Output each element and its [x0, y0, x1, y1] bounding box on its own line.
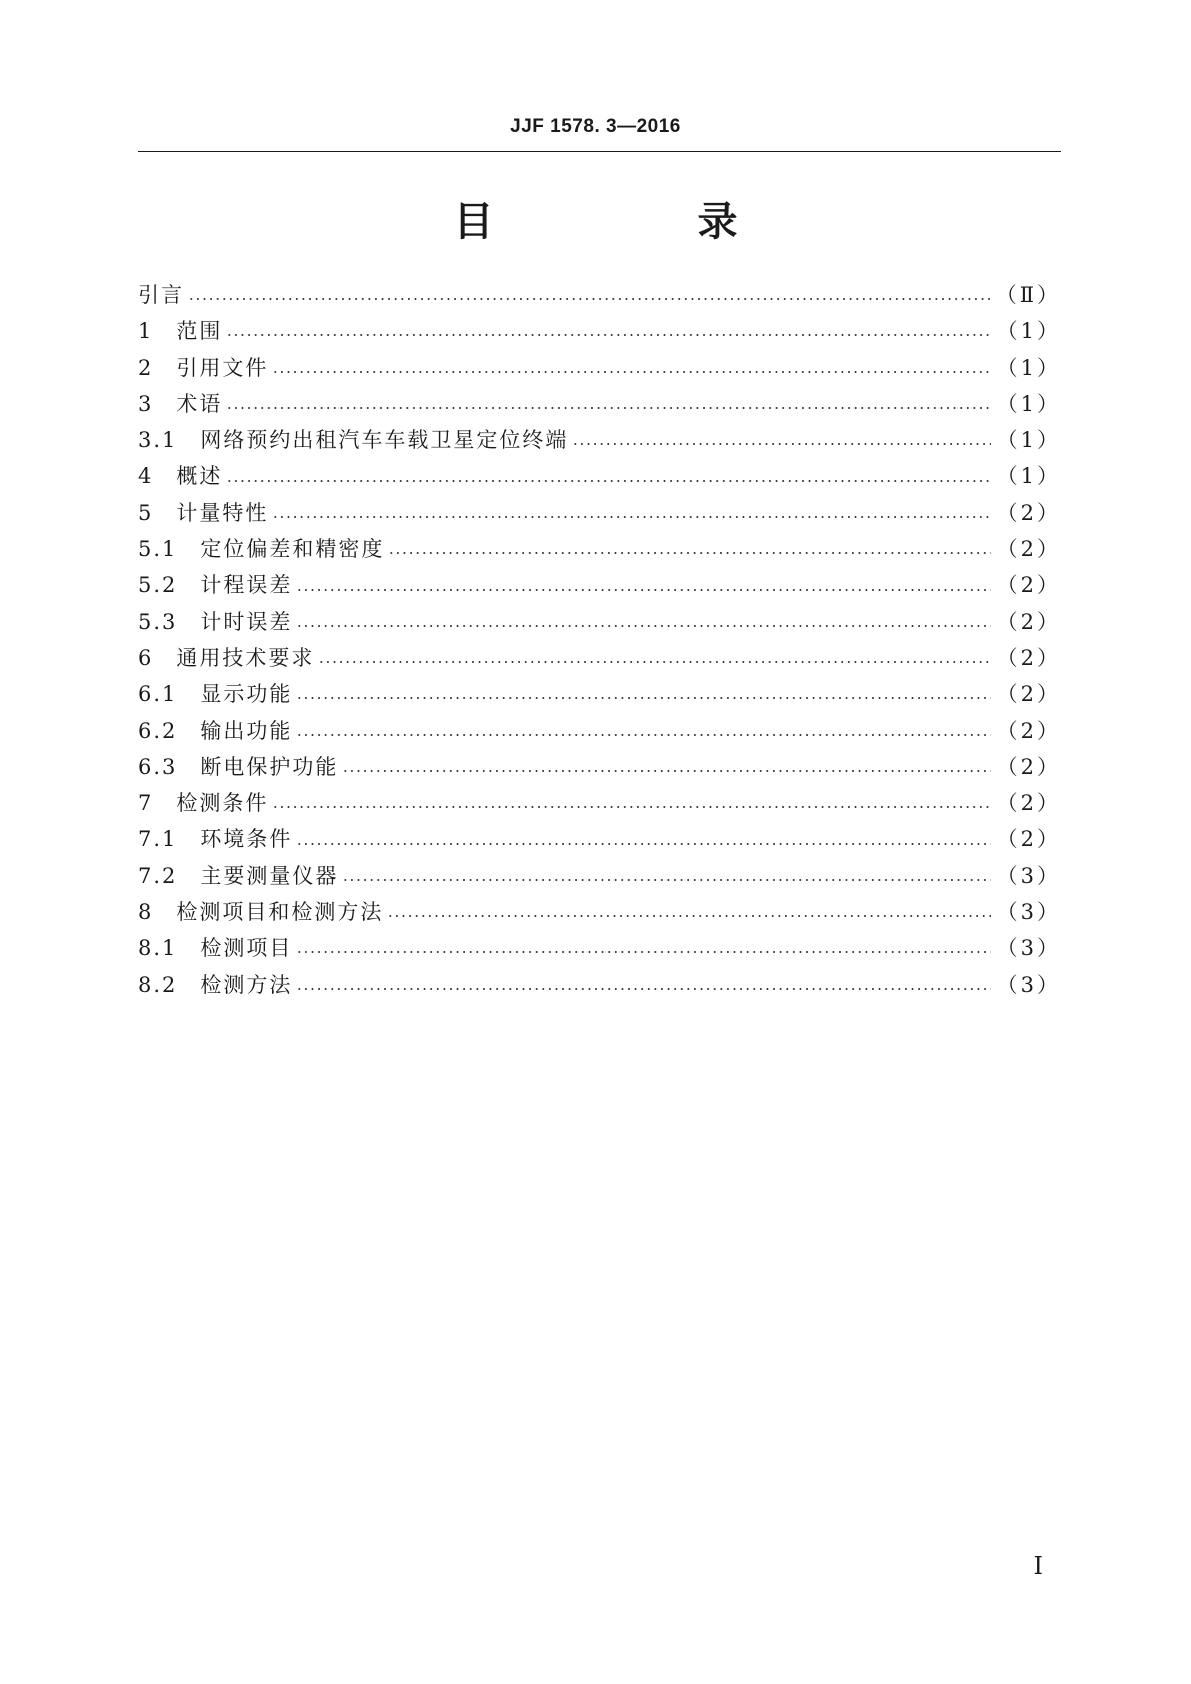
toc-label: 定位偏差和精密度: [200, 537, 385, 562]
toc-entry-5-2[interactable]: [138, 567, 1061, 603]
toc-entry-5-1[interactable]: [138, 531, 1061, 567]
header-rule: [138, 151, 1061, 152]
page-title: 目 录: [453, 199, 820, 245]
dot-leader: [226, 334, 990, 336]
dot-leader: [387, 915, 990, 917]
toc-label: 环境条件: [200, 827, 293, 852]
toc-page-number: （1）: [996, 464, 1061, 489]
dot-leader: [572, 443, 990, 445]
toc-label: 计量特性: [176, 500, 269, 525]
toc-number: 5.3: [138, 609, 201, 634]
dot-leader: [226, 480, 990, 482]
toc-page-number: （3）: [996, 863, 1061, 888]
toc-label: 引言: [138, 283, 184, 307]
toc-number: 6.2: [138, 718, 201, 743]
toc-page-number: （1）: [996, 428, 1061, 453]
toc-number: 8: [138, 900, 177, 925]
toc-number: 4: [138, 464, 177, 489]
toc-entry-7-2[interactable]: [138, 858, 1061, 894]
toc-page-number: （2）: [996, 791, 1061, 816]
toc-entry-8[interactable]: [138, 894, 1061, 930]
toc-number: 7.2: [138, 863, 201, 888]
toc-page-number: （3）: [996, 972, 1061, 997]
toc-page-number: （2）: [996, 827, 1061, 852]
toc-number: 2: [138, 355, 177, 380]
toc-entry-8-2[interactable]: [138, 967, 1061, 1003]
toc-label: 通用技术要求: [176, 645, 315, 670]
toc-label: 检测项目: [200, 936, 293, 961]
toc-page-number: （2）: [996, 754, 1061, 779]
running-header: JJF 1578. 3—2016: [510, 116, 681, 137]
toc-number: 5: [138, 500, 177, 525]
toc-entry-6-1[interactable]: [138, 676, 1061, 712]
toc-page-number: （1）: [996, 355, 1061, 380]
toc-label: 断电保护功能: [200, 754, 339, 779]
toc-number: 7.1: [138, 827, 201, 852]
toc-entry-6-3[interactable]: [138, 749, 1061, 785]
toc-page-number: （2）: [996, 573, 1061, 598]
toc-page-number: （3）: [996, 900, 1061, 925]
toc-label: 检测方法: [200, 972, 293, 997]
toc-number: 8.2: [138, 972, 201, 997]
toc-label: 计程误差: [200, 573, 293, 598]
toc-page-number: （1）: [996, 319, 1061, 344]
toc-page-number: （1）: [996, 391, 1061, 416]
toc-page-number: （2）: [996, 537, 1061, 562]
toc-page-number: （2）: [996, 609, 1061, 634]
toc-number: 5.2: [138, 573, 201, 598]
toc-entry-2[interactable]: [138, 350, 1061, 386]
toc-entry-1[interactable]: [138, 313, 1061, 349]
toc-entry-3[interactable]: [138, 386, 1061, 422]
dot-leader: [296, 625, 990, 627]
toc-number: 3.1: [138, 428, 201, 453]
dot-leader: [318, 661, 990, 663]
toc-page-number: （2）: [996, 718, 1061, 743]
toc-entry-7-1[interactable]: [138, 821, 1061, 857]
toc-label: 网络预约出租汽车车载卫星定位终端: [200, 428, 569, 453]
dot-leader: [296, 988, 990, 990]
toc-number: 3: [138, 391, 177, 416]
toc-page-number: （2）: [996, 682, 1061, 707]
dot-leader: [296, 589, 990, 591]
toc-label: 主要测量仪器: [200, 863, 339, 888]
dot-leader: [272, 371, 990, 373]
dot-leader: [296, 843, 990, 845]
toc-number: 6.1: [138, 682, 201, 707]
toc-number: 6.3: [138, 754, 201, 779]
toc-number: 7: [138, 791, 177, 816]
toc-label: 概述: [176, 464, 223, 489]
dot-leader: [342, 879, 990, 881]
toc-entry-3-1[interactable]: [138, 422, 1061, 458]
page-folio: Ⅰ: [1033, 1552, 1043, 1580]
toc-label: 范围: [176, 319, 223, 344]
toc-page-number: （Ⅱ）: [995, 283, 1061, 307]
table-of-contents: [138, 277, 1061, 1003]
toc-page-number: （3）: [996, 936, 1061, 961]
toc-number: 8.1: [138, 936, 201, 961]
toc-entry-5[interactable]: [138, 495, 1061, 531]
dot-leader: [388, 552, 990, 554]
dot-leader: [296, 951, 990, 953]
dot-leader: [272, 516, 990, 518]
toc-label: 检测项目和检测方法: [176, 900, 384, 925]
dot-leader: [226, 407, 990, 409]
toc-entry-7[interactable]: [138, 785, 1061, 821]
toc-page-number: （2）: [996, 500, 1061, 525]
toc-label: 术语: [176, 391, 223, 416]
toc-label: 检测条件: [176, 791, 269, 816]
toc-entry-6[interactable]: [138, 640, 1061, 676]
dot-leader: [272, 806, 990, 808]
toc-label: 输出功能: [200, 718, 293, 743]
toc-entry-4[interactable]: [138, 458, 1061, 494]
toc-entry-5-3[interactable]: [138, 604, 1061, 640]
toc-label: 引用文件: [176, 355, 269, 380]
dot-leader: [296, 734, 990, 736]
toc-label: 计时误差: [200, 609, 293, 634]
toc-label: 显示功能: [200, 682, 293, 707]
toc-entry-6-2[interactable]: [138, 713, 1061, 749]
dot-leader: [188, 298, 990, 300]
toc-page-number: （2）: [996, 645, 1061, 670]
toc-number: 6: [138, 645, 177, 670]
dot-leader: [342, 770, 990, 772]
toc-entry-8-1[interactable]: [138, 930, 1061, 966]
toc-number: 1: [138, 319, 177, 344]
toc-number: 5.1: [138, 537, 201, 562]
dot-leader: [296, 697, 990, 699]
toc-entry-intro[interactable]: [138, 277, 1061, 313]
